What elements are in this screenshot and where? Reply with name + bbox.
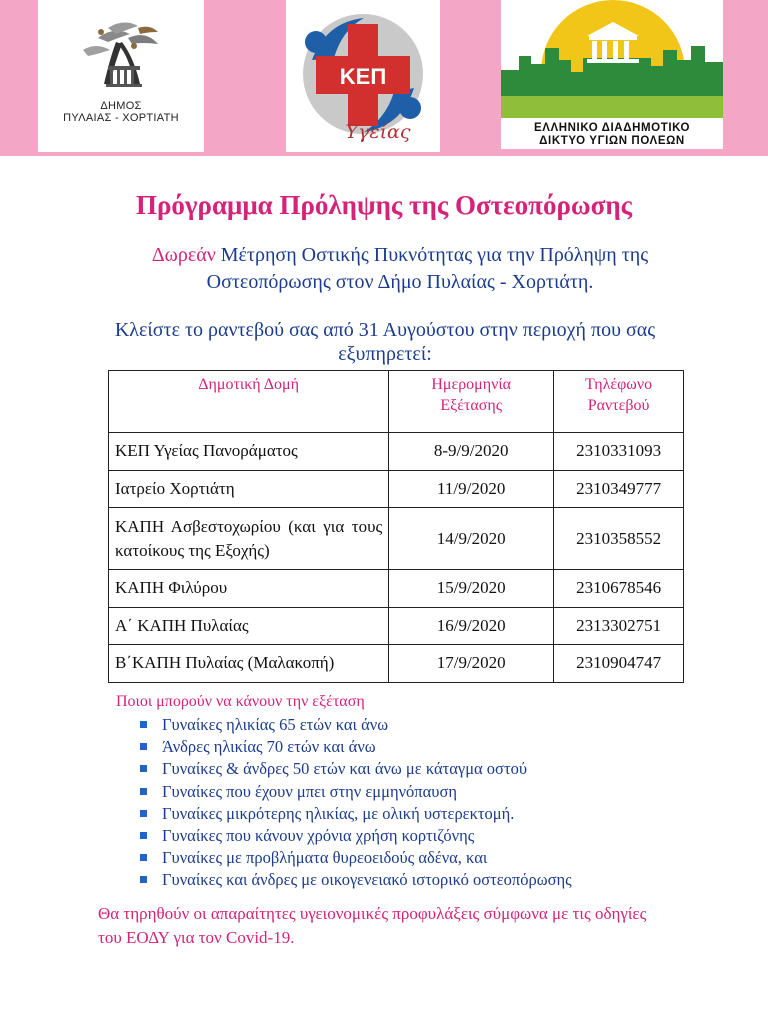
table-row	[109, 607, 684, 645]
subtitle-free: Δωρεάν	[151, 244, 216, 266]
table-row	[109, 645, 684, 683]
kep-health-logo	[286, 0, 440, 152]
list-item-text: Γυναίκες που κάνουν χρόνια χρήση κορτιζόνης	[162, 826, 475, 846]
list-item	[140, 714, 572, 736]
list-item	[140, 803, 572, 825]
list-item-text: Γυναίκες μικρότερης ηλικίας, με ολική υστερεκτομή.	[162, 803, 515, 823]
page-title: Πρόγραμμα Πρόληψης της Οστεοπόρωσης	[135, 190, 633, 220]
list-item	[140, 736, 572, 758]
row-name: ΚΑΠΗ Φιλύρου	[109, 570, 389, 608]
row-date: 8-9/9/2020	[389, 433, 554, 471]
list-item-text: Γυναίκες και άνδρες με οικογενειακό ιστορικό οστεοπόρωσης	[162, 870, 572, 890]
eligibility-list	[140, 714, 572, 892]
row-date: 11/9/2020	[389, 470, 554, 508]
square-bullet-icon	[140, 765, 147, 772]
list-item	[140, 847, 572, 869]
svg-text:ΚΕΠ: ΚΕΠ	[339, 64, 387, 89]
row-name: Β΄ΚΑΠΗ Πυλαίας (Μαλακοπή)	[109, 645, 389, 683]
healthy-cities-network-logo	[501, 0, 723, 149]
network-logo-line2: ΔΙΚΤΥΟ ΥΓΙΩΝ ΠΟΛΕΩΝ	[539, 135, 685, 147]
row-phone: 2310331093	[554, 433, 684, 471]
covid-precautions-note: Θα τηρηθούν οι απαραίτητες υγειονομικές προφυλάξεις σύμφωνα με τις οδηγίες του ΕΟΔΥ για τον Covid-19.	[98, 904, 647, 947]
municipality-logo-line1: ΔΗΜΟΣ	[100, 100, 142, 112]
row-phone: 2310349777	[554, 470, 684, 508]
row-name: Ιατρείο Χορτιάτη	[109, 470, 389, 508]
row-name: Α΄ ΚΑΠΗ Πυλαίας	[109, 607, 389, 645]
network-logo-line1: ΕΛΛΗΝΙΚΟ ΔΙΑΔΗΜΟΤΙΚΟ	[533, 122, 691, 134]
table-row	[109, 570, 684, 608]
table-row	[109, 508, 684, 570]
row-phone: 2313302751	[554, 607, 684, 645]
list-item-text: Γυναίκες & άνδρες 50 ετών και άνω με κάταγμα οστού	[162, 759, 528, 779]
row-date: 16/9/2020	[389, 607, 554, 645]
list-item-text: Γυναίκες που έχουν μπει στην εμμηνόπαυση	[162, 781, 457, 801]
eligibility-title: Ποιοι μπορούν να κάνουν την εξέταση	[116, 693, 365, 710]
row-phone: 2310358552	[554, 508, 684, 570]
subtitle-rest: Μέτρηση Οστικής Πυκνότητας για την Πρόληψη της Οστεοπόρωσης στον Δήμο Πυλαίας - Χορτιάτη.	[206, 244, 649, 293]
list-item	[140, 758, 572, 780]
table-row	[109, 470, 684, 508]
square-bullet-icon	[140, 832, 147, 839]
row-date: 15/9/2020	[389, 570, 554, 608]
square-bullet-icon	[140, 743, 147, 750]
list-item-text: Άνδρες ηλικίας 70 ετών και άνω	[162, 737, 376, 757]
svg-text:Υγείας: Υγείας	[345, 121, 411, 143]
square-bullet-icon	[140, 854, 147, 861]
row-date: 17/9/2020	[389, 645, 554, 683]
municipality-logo	[38, 0, 204, 152]
row-name: ΚΕΠ Υγείας Πανοράματος	[109, 433, 389, 471]
header-phone: Τηλέφωνο Ραντεβού	[554, 371, 684, 433]
square-bullet-icon	[140, 810, 147, 817]
booking-notice: Κλείστε το ραντεβού σας από 31 Αυγούστου στην περιοχή που σας εξυπηρετεί:	[114, 319, 656, 365]
list-item-text: Γυναίκες με προβλήματα θυρεοειδούς αδένα, και	[162, 848, 488, 868]
list-item	[140, 825, 572, 847]
header-date: Ημερομηνία Εξέτασης	[389, 371, 554, 433]
list-item	[140, 781, 572, 803]
square-bullet-icon	[140, 721, 147, 728]
table-row	[109, 433, 684, 471]
municipality-logo-line2: ΠΥΛΑΙΑΣ - ΧΟΡΤΙΑΤΗ	[63, 112, 179, 124]
row-phone: 2310904747	[554, 645, 684, 683]
city-skyline-icon	[501, 0, 723, 118]
table-header-row	[109, 371, 684, 433]
header-name: Δημοτική Δομή	[109, 371, 389, 433]
row-name: ΚΑΠΗ Ασβεστοχωρίου (και για τους κατοίκους της Εξοχής)	[109, 508, 389, 570]
square-bullet-icon	[140, 788, 147, 795]
header-banner	[0, 0, 768, 156]
row-date: 14/9/2020	[389, 508, 554, 570]
list-item	[140, 869, 572, 891]
schedule-table	[108, 370, 684, 683]
square-bullet-icon	[140, 876, 147, 883]
olive-tree-icon	[38, 8, 204, 104]
row-phone: 2310678546	[554, 570, 684, 608]
medical-cross-icon	[286, 0, 440, 152]
subtitle	[90, 242, 710, 296]
list-item-text: Γυναίκες ηλικίας 65 ετών και άνω	[162, 715, 389, 734]
